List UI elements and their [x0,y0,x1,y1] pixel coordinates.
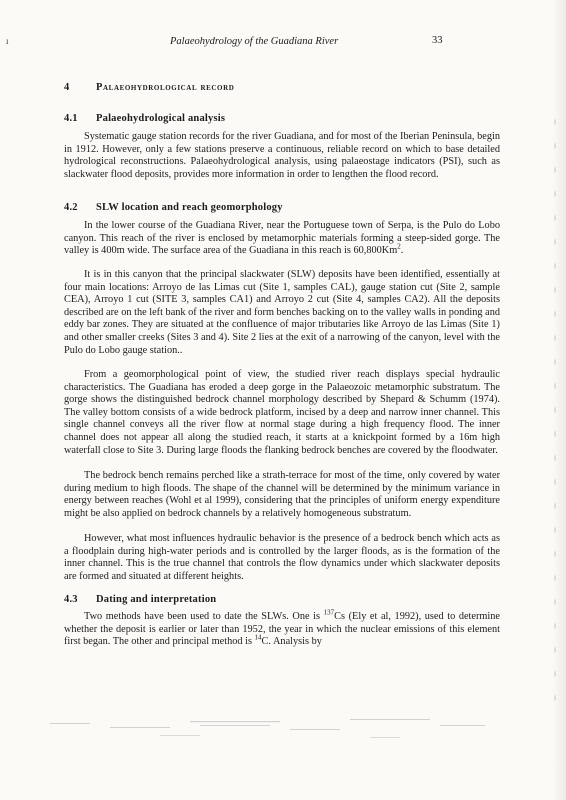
subsection-number: 4.1 [64,113,78,124]
text-run: In the lower course of the Guadiana River, near the Portuguese town of Serpa, is the Pulo do Lobo canyon. This reach of the river is enclosed by metamorphic materials forming a steep-sided gorge. The valley is 400m wide. The surface area of the Guadiana in this reach is 60,800Km [64,220,500,257]
subsection-number: 4.2 [64,202,78,213]
section-heading-4 [64,82,234,93]
superscript: 14 [254,633,262,642]
page-number: 33 [432,35,443,46]
subsection-title: Dating and interpretation [96,594,217,605]
paragraph-4-1-1: Systematic gauge station records for the river Guadiana, and for most of the Iberian Peninsula, begin in 1912. However, only a few stations preserve a continuous, reliable record on which to base detailed hydrological reconstructions. Palaeohydrological analysis, using palaeostage indicators (PSI), such as slackwater flood deposits, provides more information in order to lengthen the flood record. [64,131,500,180]
text-run: Two methods have been used to date the SLWs. One is [84,611,324,622]
paragraph-4-2-2: It is in this canyon that the principal slackwater (SLW) deposits have been identified, essentially at four main locations: Arroyo de las Limas cut (Site 1, samples CAL), gauge station cut (Site 2, sample CEA), Arroyo 1 cut (SITE 3, samples CA1) and Arroyo 2 cut (Site 4, samples CA2). All the deposits described are on the left bank of the river and form benches backing on to the valley walls in ponding and eddy bar zones. They are situated at the confluence of major tributaries like Arroyo de las Limas (Site 1) and other smaller creeks (Sites 3 and 4). Site 2 lies at the exit of a narrowing of the canyon, level with the Pulo do Lobo gauge station.. [64,269,500,356]
subsection-title: Palaeohydrological analysis [96,113,226,124]
section-number: 4 [64,82,70,93]
paragraph-4-2-3: From a geomorphological point of view, the studied river reach displays special hydraulic characteristics. The Guadiana has eroded a deep gorge in the Palaeozoic metamorphic substratum. The gorge shows the distinguished bedrock channel morphology described by Shepard & Schumm (1974). The valley bottom consists of a wide bedrock platform, incised by a deep and narrow inner channel. This single channel conveys all the river flow at normal stage during a high frequency flood. The inner channel does not appear all along the studied reach, it starts at a knickpoint formed by a 16m high waterfall close to Site 3. During large floods the flanking bedrock benches are covered by the floodwater. [64,369,500,456]
page-edge-mark: ı [6,36,9,46]
subsection-number: 4.3 [64,594,78,605]
paragraph-4-3-1 [64,608,500,649]
superscript: 137 [323,608,335,617]
subsection-heading-4-2 [64,202,283,213]
scan-margin-specks [552,110,558,710]
text-run: C. Analysis by [261,636,322,648]
running-header: Palaeohydrology of the Guadiana River [170,36,339,47]
paragraph-4-2-1 [64,220,500,258]
superscript: 2 [397,242,401,251]
subsection-heading-4-1 [64,113,225,124]
subsection-heading-4-3 [64,594,216,605]
subsection-title: SLW location and reach geomorphology [96,202,283,213]
section-title: Palaeohydrological record [96,82,235,93]
text-run: Cs (Ely et al, 1992), used to determine whether the deposit is earlier or later than 1952, the year in which the nuclear emissions of this element first began. The other and principal method is [64,611,500,648]
paragraph-4-2-4: The bedrock bench remains perched like a strath-terrace for most of the time, only covered by water during medium to high floods. The shape of the channel will be determined by the minimum variance in energy between reaches (Wohl et al 1999), considering that the principles of uniform energy expenditure might be also applied on bedrock channels by a relatively homogeneous substratum. [64,470,500,519]
text-run: . [400,245,404,257]
paragraph-4-2-5: However, what most influences hydraulic behavior is the presence of a bedrock bench which acts as a floodplain during high-water periods and is controlled by the larger floods, as is the formation of the inner channel. This is the true channel that controls the flow dynamics under which slackwater deposits are formed and situated at different heights. [64,533,500,582]
scan-noise-speckle [40,705,500,755]
